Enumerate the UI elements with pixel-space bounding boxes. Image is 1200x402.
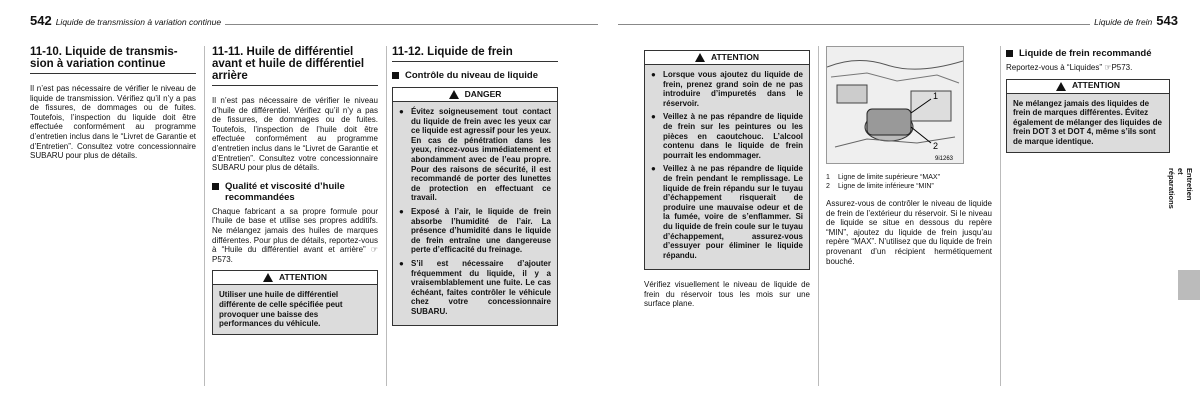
chapter-tab-marker (1178, 270, 1200, 300)
svg-text:2: 2 (933, 141, 939, 151)
attention-box (212, 270, 378, 334)
subheading: Liquide de frein recommandé (1006, 48, 1170, 59)
attention-text: Utiliser une huile de différentiel différente de celle spécifiée peut provoquer une baisse des performances du véhicule. (213, 285, 377, 333)
right-col2 (826, 46, 992, 266)
left-page-number: 542 (30, 13, 52, 28)
subheading: Contrôle du niveau de liquide (392, 70, 558, 81)
attention-header: ATTENTION (1007, 80, 1169, 94)
right-page-number: 543 (1156, 13, 1178, 28)
right-header (618, 14, 1178, 28)
right-col1 (644, 46, 810, 309)
bullet-icon: ● (399, 258, 404, 268)
column-divider (386, 46, 387, 386)
attention-box (644, 50, 810, 270)
sub-body: Chaque fabricant a sa propre formule pour l’huile de base et utilise ses propres additifs. Ne mélangez jamais des huiles de marques différentes. Pour plus de détails, reportez-vous à “Huile du différentiel avant et arrière” ☞P573. (212, 206, 378, 264)
header-rule (618, 24, 1090, 25)
attention-header: ATTENTION (213, 271, 377, 285)
warning-triangle-icon (263, 273, 273, 282)
list-item: ● Évitez soigneusement tout contact du liquide de frein avec les yeux car ce liquide est agressif pour les yeux. En cas de pénétration dans les yeux, rincez-vous immédiatement et abondamment avec de l’eau propre. Pour des raisons de sécurité, il est recommandé de porter des lunettes de protection en effectuant ce travail. (399, 107, 551, 203)
section-heading: 11-11. Huile de différentiel avant et huile de différentiel arrière (212, 46, 378, 86)
brake-reservoir-figure (826, 46, 964, 164)
list-item: ● Veillez à ne pas répandre de liquide de frein pendant le remplissage. Le liquide de frein répandu sur le tuyau d’échappement risquerait de produire une mauvaise odeur et de la fumée, voire de s’enflammer. Si du liquide de frein coule sur le tuyau d’échappement, assurez-vous d’essuyer pour éliminer le liquide répandu. (651, 164, 803, 260)
svg-text:1: 1 (933, 91, 939, 101)
svg-text:9i1263: 9i1263 (935, 156, 954, 162)
bullet-icon: ● (399, 206, 404, 216)
attention-box (1006, 79, 1170, 153)
warning-triangle-icon (1056, 82, 1066, 91)
danger-header: DANGER (393, 88, 557, 102)
subheading: Qualité et viscosité d’huile recommandées (212, 181, 378, 203)
section-11-10 (30, 46, 196, 161)
section-body: Assurez-vous de contrôler le niveau de liquide de frein de l’extérieur du réservoir. Si le niveau de liquide se situe en dessous du repère “MIN”, ajoutez du liquide de frein jusqu’au repère “MAX”. N’utilisez que du liquide de frein provenant d’un récipient hermétiquement bouché. (826, 199, 992, 266)
warning-triangle-icon (449, 90, 459, 99)
danger-list (399, 107, 551, 316)
figure-legend (826, 174, 992, 191)
section-heading: 11-10. Liquide de transmis-sion à variation continue (30, 46, 196, 74)
section-heading: 11-12. Liquide de frein (392, 46, 558, 62)
legend-item: 1 Ligne de limite supérieure “MAX” (826, 174, 940, 181)
square-bullet-icon (1006, 50, 1013, 57)
left-header (30, 14, 598, 28)
column-divider (1000, 46, 1001, 386)
attention-text: Ne mélangez jamais des liquides de frein de marques différentes. Évitez également de mélanger des liquides de frein DOT 3 et DOT 4, même s’ils sont de marque identique. (1007, 94, 1169, 152)
bullet-icon: ● (651, 70, 656, 79)
attention-header: ATTENTION (645, 51, 809, 65)
list-item: ● Veillez à ne pas répandre de liquide de frein sur les peintures ou les pièces en caoutchouc. L’alcool contenu dans le liquide de frein pourrait les endommager. (651, 112, 803, 160)
section-body: Il n’est pas nécessaire de vérifier le niveau d’huile de différentiel. Vérifiez qu’il n’y a pas de fissures, de dommages ou de fuites. Toutefois, l’inspection de l’huile doit être effectuée conformément au programme d’entretien inclus dans le “Livret de Garantie et d’Entretien”. Consultez votre concessionnaire SUBARU pour plus de détails. (212, 96, 378, 173)
section-body: Vérifiez visuellement le niveau de liquide de frein du réservoir tous les mois sur une surface plane. (644, 280, 810, 309)
list-item: ● S’il est nécessaire d’ajouter fréquemment du liquide, il y a vraisemblablement une fuite. Le cas échéant, faites contrôler le véhicule chez votre concessionnaire SUBARU. (399, 258, 551, 316)
warning-triangle-icon (695, 53, 705, 62)
section-body: Reportez-vous à “Liquides” ☞P573. (1006, 63, 1133, 72)
header-rule (225, 24, 598, 25)
right-col3 (1006, 46, 1170, 153)
section-body: Il n’est pas nécessaire de vérifier le niveau de liquide de transmission. Vérifiez qu’il n’y a pas de fissures, de dommages ou de fuites. Toutefois, l’inspection du liquide doit être effectuée conformément au programme d’entretien inclus dans le “Livret de Garantie et d’Entretien”. Consultez votre concessionnaire SUBARU pour plus de détails. (30, 84, 196, 161)
left-running-title: Liquide de transmission à variation continue (55, 17, 222, 27)
bullet-icon: ● (651, 164, 656, 174)
bullet-icon: ● (651, 112, 656, 122)
section-11-11 (212, 46, 378, 335)
list-item: ● Exposé à l’air, le liquide de frein absorbe l’humidité de l’air. La présence d’humidité dans le liquide de frein entraîne une dangereuse perte d’efficacité du freinage. (399, 206, 551, 255)
legend-item: 2 Ligne de limite inférieure “MIN” (826, 182, 934, 190)
section-11-12 (392, 46, 558, 326)
column-divider (204, 46, 205, 386)
right-page (602, 0, 1200, 402)
attention-list (651, 70, 803, 260)
chapter-tab-label: Entretien et réparations (1167, 168, 1194, 209)
list-item: ● Lorsque vous ajoutez du liquide de frein, prenez grand soin de ne pas introduire d’impuretés dans le réservoir. (651, 70, 803, 108)
engine-bay-illustration (827, 47, 963, 163)
bullet-icon: ● (399, 107, 404, 116)
right-running-title: Liquide de frein (1094, 17, 1153, 27)
square-bullet-icon (392, 72, 399, 79)
square-bullet-icon (212, 183, 219, 190)
left-page (0, 0, 598, 402)
column-divider (818, 46, 819, 386)
danger-box (392, 87, 558, 326)
